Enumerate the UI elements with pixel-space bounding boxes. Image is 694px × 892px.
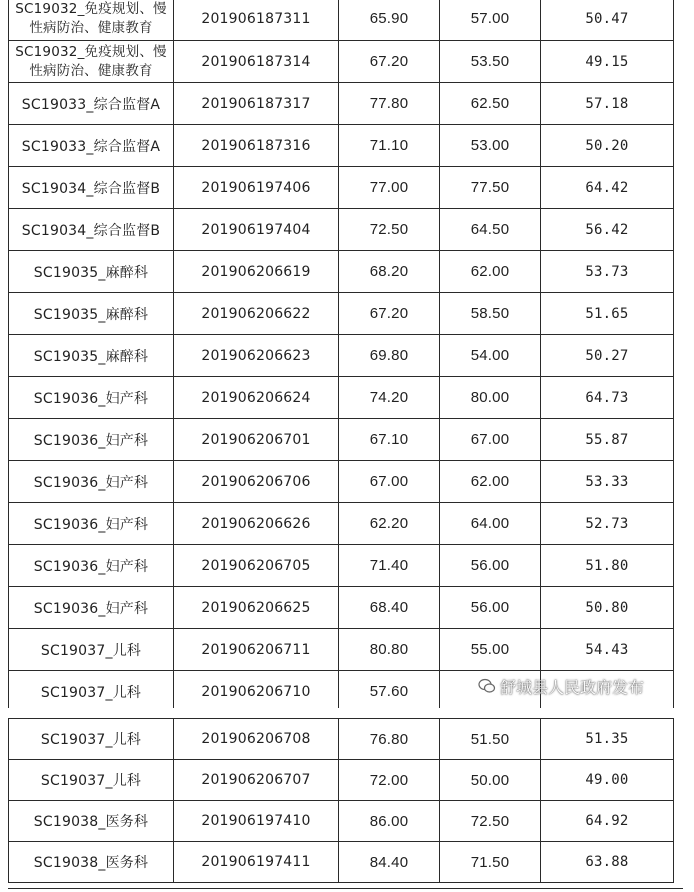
- post-cell: SC19037_儿科: [9, 629, 174, 671]
- post-cell: SC19037_儿科: [9, 719, 174, 760]
- total-score-cell: 51.80: [541, 545, 674, 587]
- post-cell: SC19034_综合监督B: [9, 209, 174, 251]
- interview-score-cell: 62.50: [440, 83, 541, 125]
- candidate-id-cell: 201906187314: [174, 41, 339, 83]
- total-score-cell: 53.73: [541, 251, 674, 293]
- written-score-cell: 67.00: [339, 461, 440, 503]
- score-table-bottom-body: [9, 719, 674, 883]
- watermark: [478, 675, 644, 697]
- written-score-cell: 86.00: [339, 801, 440, 842]
- total-score-cell: 54.43: [541, 629, 674, 671]
- candidate-id-cell: 201906197406: [174, 167, 339, 209]
- table-row: [9, 629, 674, 671]
- candidate-id-cell: 201906206711: [174, 629, 339, 671]
- interview-score-cell: 64.50: [440, 209, 541, 251]
- table-row: [9, 251, 674, 293]
- candidate-id-cell: 201906206622: [174, 293, 339, 335]
- interview-score-cell: 53.00: [440, 125, 541, 167]
- written-score-cell: 76.80: [339, 719, 440, 760]
- wechat-icon: [478, 677, 496, 695]
- candidate-id-cell: 201906187317: [174, 83, 339, 125]
- table-row: [9, 719, 674, 760]
- table-row: [9, 587, 674, 629]
- score-table-top: [8, 0, 674, 713]
- total-score-cell: 56.42: [541, 209, 674, 251]
- table-row: [9, 419, 674, 461]
- total-score-cell: 52.73: [541, 503, 674, 545]
- candidate-id-cell: 201906206624: [174, 377, 339, 419]
- table-continuation-line: [8, 888, 683, 892]
- table-row: [9, 545, 674, 587]
- total-score-cell: 51.35: [541, 719, 674, 760]
- table-row: [9, 167, 674, 209]
- candidate-id-cell: 201906206623: [174, 335, 339, 377]
- written-score-cell: 77.00: [339, 167, 440, 209]
- page-break-gap: [0, 708, 694, 718]
- post-cell: SC19037_儿科: [9, 671, 174, 713]
- total-score-cell: 50.20: [541, 125, 674, 167]
- post-cell: SC19032_免疫规划、慢性病防治、健康教育: [9, 0, 174, 41]
- written-score-cell: 62.20: [339, 503, 440, 545]
- score-table-top-body: [9, 0, 674, 713]
- post-cell: SC19035_麻醉科: [9, 293, 174, 335]
- interview-score-cell: 77.50: [440, 167, 541, 209]
- total-score-cell: 50.47: [541, 0, 674, 41]
- candidate-id-cell: 201906206710: [174, 671, 339, 713]
- total-score-cell: 49.00: [541, 760, 674, 801]
- post-cell: SC19036_妇产科: [9, 587, 174, 629]
- table-row: [9, 760, 674, 801]
- interview-score-cell: 56.00: [440, 587, 541, 629]
- written-score-cell: 65.90: [339, 0, 440, 41]
- candidate-id-cell: 201906206701: [174, 419, 339, 461]
- total-score-cell: 57.18: [541, 83, 674, 125]
- table-row: [9, 842, 674, 883]
- candidate-id-cell: 201906206705: [174, 545, 339, 587]
- table-row: [9, 461, 674, 503]
- candidate-id-cell: 201906206707: [174, 760, 339, 801]
- post-cell: SC19032_免疫规划、慢性病防治、健康教育: [9, 41, 174, 83]
- table-row: [9, 125, 674, 167]
- written-score-cell: 72.50: [339, 209, 440, 251]
- interview-score-cell: 50.00: [440, 760, 541, 801]
- written-score-cell: 68.20: [339, 251, 440, 293]
- candidate-id-cell: 201906187311: [174, 0, 339, 41]
- interview-score-cell: 56.00: [440, 545, 541, 587]
- written-score-cell: 69.80: [339, 335, 440, 377]
- total-score-cell: 49.15: [541, 41, 674, 83]
- candidate-id-cell: 201906206625: [174, 587, 339, 629]
- written-score-cell: 67.20: [339, 41, 440, 83]
- candidate-id-cell: 201906197404: [174, 209, 339, 251]
- written-score-cell: 80.80: [339, 629, 440, 671]
- table-row: [9, 209, 674, 251]
- total-score-cell: 53.33: [541, 461, 674, 503]
- interview-score-cell: 64.00: [440, 503, 541, 545]
- written-score-cell: 77.80: [339, 83, 440, 125]
- written-score-cell: 67.20: [339, 293, 440, 335]
- post-cell: SC19034_综合监督B: [9, 167, 174, 209]
- written-score-cell: 74.20: [339, 377, 440, 419]
- score-table-bottom: [8, 718, 674, 883]
- total-score-cell: 50.27: [541, 335, 674, 377]
- interview-score-cell: 51.50: [440, 719, 541, 760]
- post-cell: SC19035_麻醉科: [9, 251, 174, 293]
- post-cell: SC19035_麻醉科: [9, 335, 174, 377]
- table-row: [9, 0, 674, 41]
- table-row: [9, 83, 674, 125]
- total-score-cell: 51.65: [541, 293, 674, 335]
- interview-score-cell: 80.00: [440, 377, 541, 419]
- interview-score-cell: 55.00: [440, 629, 541, 671]
- written-score-cell: 71.10: [339, 125, 440, 167]
- interview-score-cell: 72.50: [440, 801, 541, 842]
- post-cell: SC19038_医务科: [9, 801, 174, 842]
- post-cell: SC19036_妇产科: [9, 545, 174, 587]
- candidate-id-cell: 201906197411: [174, 842, 339, 883]
- post-cell: SC19036_妇产科: [9, 419, 174, 461]
- written-score-cell: 84.40: [339, 842, 440, 883]
- table-row: [9, 377, 674, 419]
- post-cell: SC19036_妇产科: [9, 503, 174, 545]
- written-score-cell: 72.00: [339, 760, 440, 801]
- total-score-cell: 64.42: [541, 167, 674, 209]
- total-score-cell: 64.73: [541, 377, 674, 419]
- table-row: [9, 41, 674, 83]
- written-score-cell: 71.40: [339, 545, 440, 587]
- total-score-cell: 55.87: [541, 419, 674, 461]
- table-row: [9, 335, 674, 377]
- candidate-id-cell: 201906206626: [174, 503, 339, 545]
- interview-score-cell: 62.00: [440, 461, 541, 503]
- written-score-cell: 67.10: [339, 419, 440, 461]
- interview-score-cell: 71.50: [440, 842, 541, 883]
- post-cell: SC19033_综合监督A: [9, 83, 174, 125]
- written-score-cell: 68.40: [339, 587, 440, 629]
- candidate-id-cell: 201906187316: [174, 125, 339, 167]
- total-score-cell: 50.80: [541, 587, 674, 629]
- interview-score-cell: 58.50: [440, 293, 541, 335]
- post-cell: SC19036_妇产科: [9, 461, 174, 503]
- candidate-id-cell: 201906206706: [174, 461, 339, 503]
- interview-score-cell: 54.00: [440, 335, 541, 377]
- post-cell: SC19037_儿科: [9, 760, 174, 801]
- post-cell: SC19036_妇产科: [9, 377, 174, 419]
- interview-score-cell: 53.50: [440, 41, 541, 83]
- interview-score-cell: 57.00: [440, 0, 541, 41]
- watermark-text: 舒城县人民政府发布: [500, 677, 645, 697]
- candidate-id-cell: 201906197410: [174, 801, 339, 842]
- post-cell: SC19038_医务科: [9, 842, 174, 883]
- candidate-id-cell: 201906206619: [174, 251, 339, 293]
- total-score-cell: 63.88: [541, 842, 674, 883]
- total-score-cell: 64.92: [541, 801, 674, 842]
- table-row: [9, 503, 674, 545]
- interview-score-cell: 62.00: [440, 251, 541, 293]
- post-cell: SC19033_综合监督A: [9, 125, 174, 167]
- interview-score-cell: 67.00: [440, 419, 541, 461]
- table-row: [9, 801, 674, 842]
- written-score-cell: 57.60: [339, 671, 440, 713]
- candidate-id-cell: 201906206708: [174, 719, 339, 760]
- table-row: [9, 293, 674, 335]
